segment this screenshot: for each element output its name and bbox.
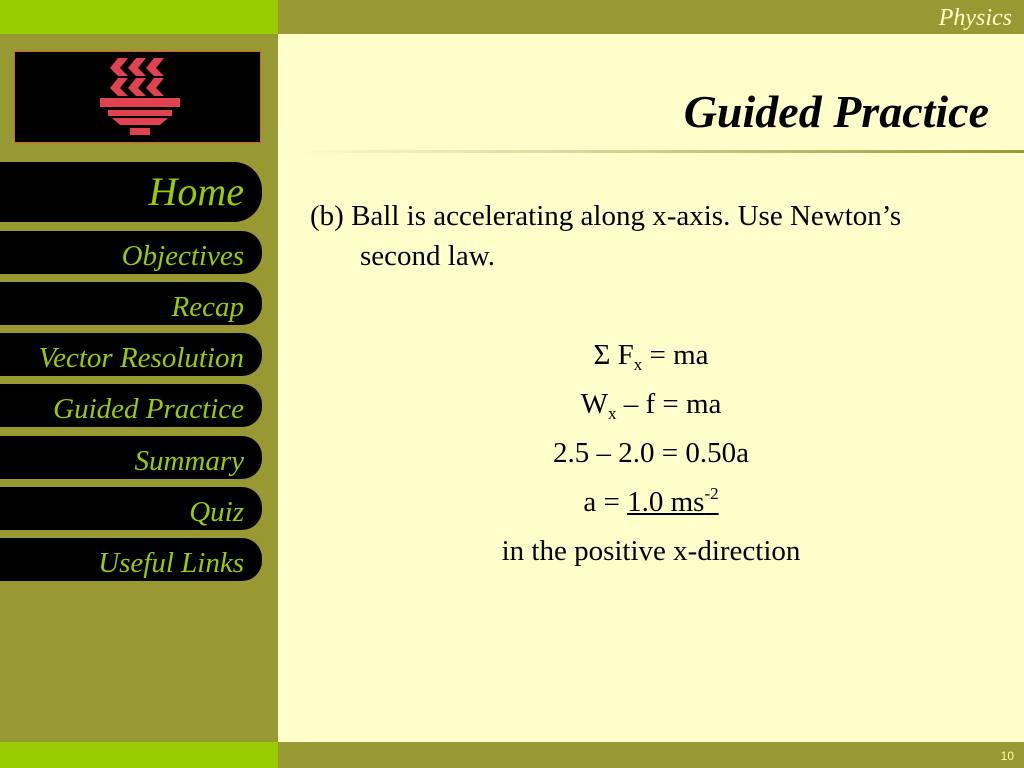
nav-summary[interactable]: [0, 436, 262, 479]
problem-statement: (b) Ball is accelerating along x-axis. Use Newton’s second law.: [310, 200, 902, 272]
nav-recap-label: Recap: [171, 291, 244, 323]
bottom-footer-bar: [278, 742, 1024, 768]
answer-exponent: -2: [704, 484, 719, 503]
nav-home-label: Home: [148, 169, 244, 214]
equation-4-lhs: a =: [583, 486, 628, 518]
top-header-bar: [278, 0, 1024, 34]
nav-guided-practice-label: Guided Practice: [53, 393, 244, 425]
equation-2-lhs: W: [580, 388, 608, 420]
nav-useful-links[interactable]: [0, 538, 262, 581]
equation-substitution: 2.5 – 2.0 = 0.50a: [553, 437, 749, 469]
title-divider: [278, 150, 1024, 153]
nav-home[interactable]: [0, 162, 262, 222]
page-number: 10: [1000, 749, 1014, 763]
equation-2-subscript: x: [607, 404, 617, 423]
nav-quiz[interactable]: [0, 487, 262, 530]
top-accent-bar: [0, 0, 278, 34]
nav-summary-label: Summary: [134, 445, 244, 477]
logo: [14, 51, 261, 143]
slide-title: Guided Practice: [683, 86, 989, 137]
nav-objectives[interactable]: [0, 231, 262, 274]
nav-useful-links-label: Useful Links: [98, 547, 244, 579]
answer-value-text: 1.0 ms: [627, 486, 705, 518]
nav-objectives-label: Objectives: [121, 240, 244, 272]
equation-result: [278, 484, 1024, 520]
torch-icon: [100, 56, 180, 140]
answer-value: [627, 486, 719, 518]
nav-quiz-label: Quiz: [189, 496, 244, 528]
bottom-accent-bar: [0, 742, 278, 768]
nav-recap[interactable]: [0, 282, 262, 325]
nav-guided-practice[interactable]: [0, 384, 262, 427]
equation-weight-component: [278, 386, 1024, 422]
nav-vector-resolution[interactable]: [0, 333, 262, 376]
subject-label: Physics: [938, 5, 1012, 31]
equation-sum-forces: [278, 337, 1024, 373]
equation-1-subscript: x: [633, 355, 643, 374]
equation-1-rhs: = ma: [642, 339, 709, 371]
equation-1-lhs: Σ F: [593, 339, 634, 371]
equation-2-rhs: – f = ma: [616, 388, 722, 420]
direction-note: in the positive x-direction: [501, 535, 801, 567]
nav-vector-resolution-label: Vector Resolution: [38, 342, 244, 374]
